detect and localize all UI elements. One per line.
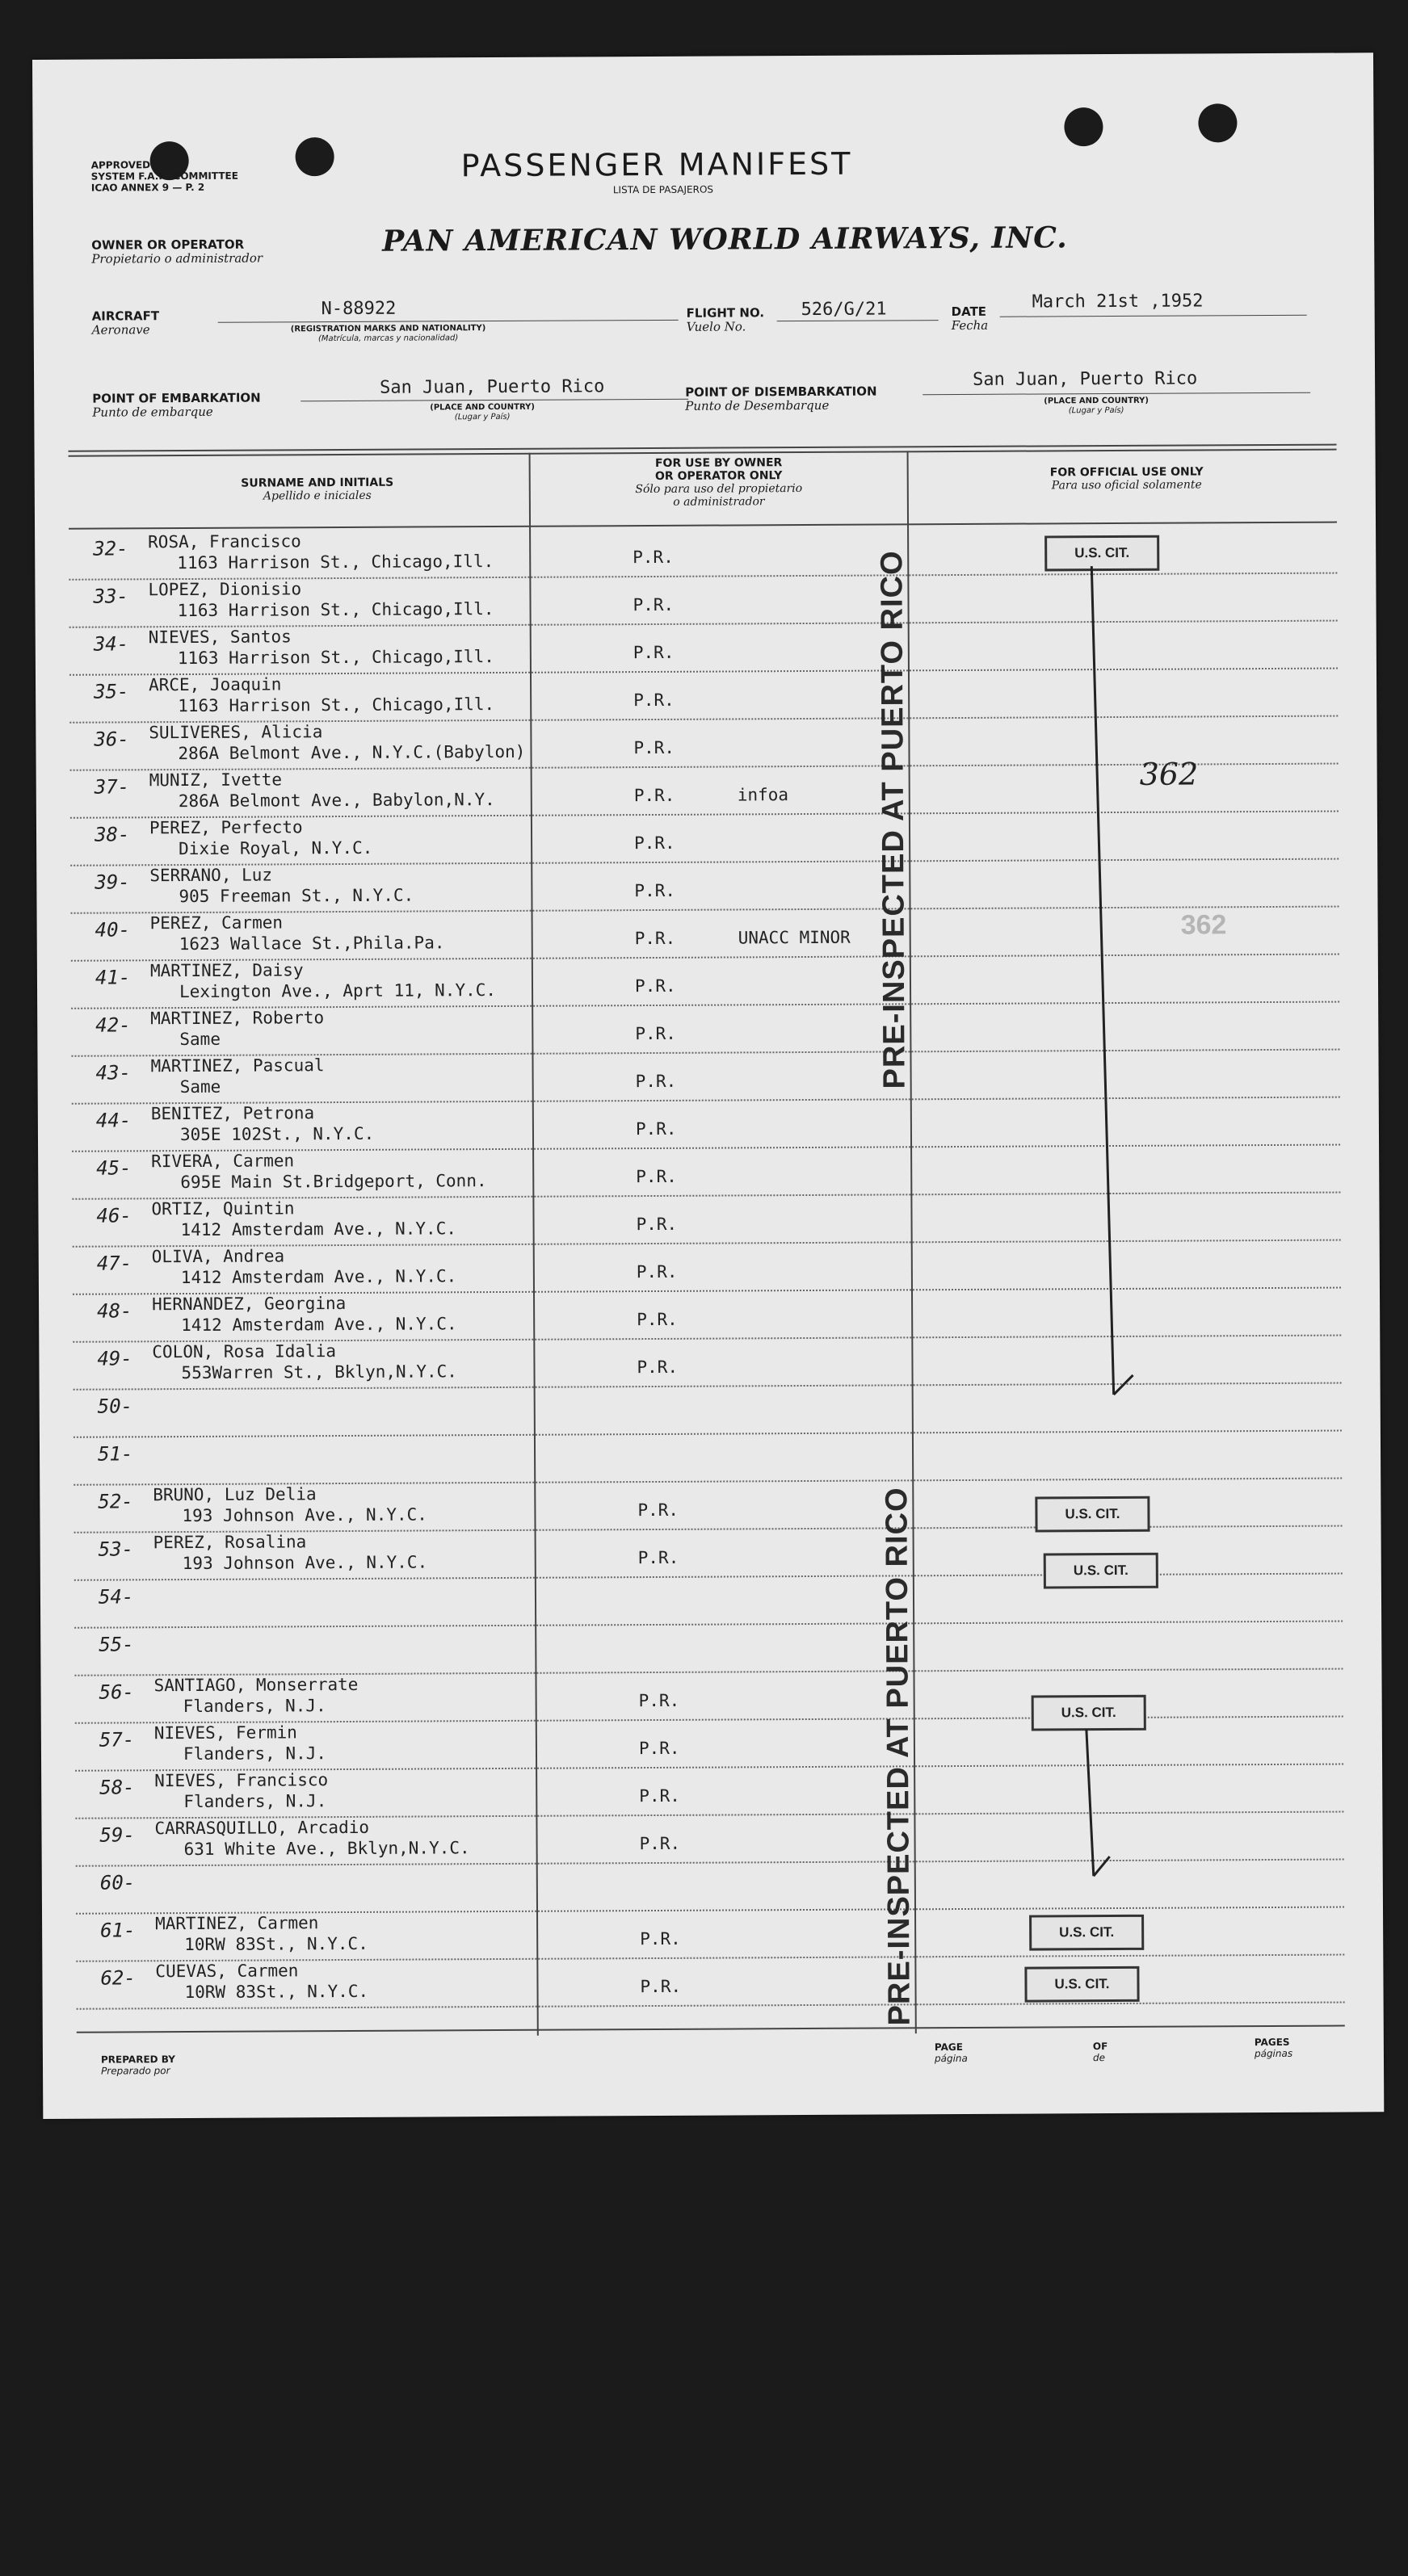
row-number: 60- [99, 1871, 136, 1894]
passenger-address: 10RW 83St., N.Y.C. [184, 1981, 369, 2003]
passenger-address: 286A Belmont Ave., Babylon,N.Y. [178, 790, 495, 812]
row-number: 50- [97, 1395, 133, 1418]
passenger-address: 1412 Amsterdam Ave., N.Y.C. [181, 1314, 457, 1336]
passenger-address: Same [179, 1029, 221, 1050]
preinspected-stamp: PRE-INSPECTED AT PUERTO RICO [875, 550, 912, 1089]
operator-mark: P.R. [633, 737, 675, 758]
passenger-name: PEREZ, Rosalina [153, 1532, 307, 1553]
page-label: PAGE página [934, 2041, 968, 2065]
operator-mark: P.R. [635, 1071, 677, 1092]
us-cit-stamp: U.S. CIT. [1035, 1496, 1150, 1533]
operator-mark: P.R. [637, 1357, 679, 1378]
row-number: 35- [94, 680, 129, 703]
row-number: 46- [96, 1204, 132, 1227]
row-number: 62- [100, 1966, 136, 1990]
row-number: 43- [95, 1061, 132, 1085]
operator-mark: P.R. [634, 833, 675, 854]
passenger-name: PEREZ, Perfecto [149, 817, 303, 838]
operator-mark: P.R. [636, 1214, 678, 1235]
manifest-sheet [32, 52, 1384, 2119]
flight-label: FLIGHT NO. Vuelo No. [686, 305, 765, 334]
row-number: 58- [99, 1776, 135, 1799]
passenger-name: MARTINEZ, Pascual [150, 1055, 325, 1076]
operator-note: infoa [737, 785, 789, 805]
passenger-name: NIEVES, Santos [148, 627, 292, 648]
page-title: PASSENGER MANIFEST [460, 145, 853, 184]
row-number: 41- [95, 966, 131, 989]
row-number: 49- [97, 1347, 132, 1370]
passenger-name: BENITEZ, Petrona [150, 1103, 315, 1124]
us-cit-stamp: U.S. CIT. [1032, 1695, 1146, 1731]
row-number: 59- [99, 1823, 135, 1847]
row-number: 37- [94, 775, 130, 799]
passenger-address: 1623 Wallace St.,Phila.Pa. [179, 933, 445, 954]
operator-mark: P.R. [634, 975, 676, 996]
passenger-name: NIEVES, Fermin [153, 1722, 297, 1743]
row-number: 39- [95, 871, 130, 894]
row-number: 51- [97, 1442, 133, 1466]
operator-mark: P.R. [635, 1118, 677, 1139]
passenger-address: 1163 Harrison St., Chicago,Ill. [177, 647, 494, 669]
operator-note: UNACC MINOR [738, 927, 851, 948]
passenger-address: Flanders, N.J. [183, 1743, 327, 1764]
row-number: 47- [96, 1252, 132, 1275]
column-head-surname: SURNAME AND INITIALS Apellido e iniciales [241, 476, 394, 503]
operator-mark: P.R. [633, 785, 675, 806]
passenger-address: Flanders, N.J. [183, 1791, 327, 1812]
us-cit-stamp: U.S. CIT. [1044, 535, 1159, 572]
prepared-by: PREPARED BY Preparado por [100, 2054, 175, 2077]
passenger-name: OLIVA, Andrea [151, 1246, 285, 1267]
disembark-caption: (PLACE AND COUNTRY) (Lugar y País) [1044, 396, 1149, 416]
passenger-name: MARTINEZ, Daisy [149, 960, 304, 981]
row-number: 45- [96, 1156, 132, 1180]
passenger-name: CUEVAS, Carmen [155, 1961, 299, 1982]
passenger-name: SULIVERES, Alicia [149, 722, 323, 743]
disembark-value: San Juan, Puerto Rico [973, 368, 1198, 390]
passenger-address: 10RW 83St., N.Y.C. [184, 1933, 368, 1955]
column-head-official: FOR OFFICIAL USE ONLY Para uso oficial solamente [1049, 465, 1204, 493]
pages-label: PAGES páginas [1254, 2036, 1293, 2060]
passenger-address: 1163 Harrison St., Chicago,Ill. [177, 552, 494, 573]
operator-mark: P.R. [636, 1261, 678, 1282]
passenger-address: 1412 Amsterdam Ave., N.Y.C. [180, 1219, 457, 1240]
passenger-name: HERNANDEZ, Georgina [152, 1293, 347, 1315]
company-name: PAN AMERICAN WORLD AIRWAYS, INC. [382, 220, 1068, 258]
row-number: 55- [99, 1633, 134, 1656]
passenger-address: 1163 Harrison St., Chicago,Ill. [178, 694, 495, 716]
aircraft-caption: (REGISTRATION MARKS AND NATIONALITY) (Matrícula, marcas y nacionalidad) [290, 324, 486, 344]
us-cit-stamp: U.S. CIT. [1024, 1966, 1139, 2003]
row-number: 53- [98, 1538, 134, 1561]
row-number: 52- [98, 1490, 133, 1513]
operator-mark: P.R. [634, 880, 676, 901]
row-number: 57- [99, 1728, 135, 1752]
passenger-address: 305E 102St., N.Y.C. [179, 1123, 375, 1145]
passenger-name: MARTINEZ, Roberto [150, 1008, 325, 1029]
row-number: 56- [99, 1680, 135, 1704]
approval-line: ICAO ANNEX 9 — P. 2 [90, 181, 205, 194]
passenger-name: PEREZ, Carmen [149, 913, 284, 933]
handwritten-count: 362 [1139, 756, 1199, 792]
bracket-arrow [32, 52, 1384, 2119]
operator-mark: P.R. [638, 1690, 680, 1711]
row-number: 40- [95, 918, 131, 942]
passenger-name: ARCE, Joaquin [148, 674, 282, 695]
of-label: OF de [1092, 2041, 1108, 2064]
passenger-address: 905 Freeman St., N.Y.C. [179, 885, 414, 907]
passenger-address: Same [179, 1076, 221, 1097]
operator-mark: P.R. [637, 1547, 679, 1568]
embark-value: San Juan, Puerto Rico [380, 376, 605, 398]
passenger-name: MARTINEZ, Carmen [155, 1913, 319, 1934]
passenger-name: SANTIAGO, Monserrate [153, 1674, 359, 1696]
passenger-address: 193 Johnson Ave., N.Y.C. [182, 1552, 428, 1574]
passenger-address: 631 White Ave., Bklyn,N.Y.C. [183, 1838, 470, 1860]
operator-mark: P.R. [633, 642, 675, 663]
aircraft-value: N-88922 [321, 298, 397, 320]
operator-mark: P.R. [633, 547, 674, 568]
operator-mark: P.R. [638, 1738, 680, 1759]
passenger-name: MUNIZ, Ivette [149, 770, 283, 791]
column-head-owner: FOR USE BY OWNER OR OPERATOR ONLY Sólo para uso del propietario o administrador [635, 456, 803, 509]
passenger-name: ORTIZ, Quintin [151, 1198, 295, 1219]
us-cit-stamp: U.S. CIT. [1029, 1915, 1144, 1951]
passenger-address: 1412 Amsterdam Ave., N.Y.C. [180, 1266, 457, 1288]
flight-value: 526/G/21 [801, 299, 887, 321]
passenger-address: 286A Belmont Ave., N.Y.C.(Babylon) [178, 741, 526, 764]
owner-label: OWNER OR OPERATOR Propietario o administrador [91, 237, 263, 266]
row-number: 44- [95, 1109, 132, 1132]
operator-mark: P.R. [637, 1309, 678, 1330]
row-number: 34- [93, 632, 129, 656]
passenger-name: COLON, Rosa Idalia [152, 1341, 337, 1362]
operator-mark: P.R. [635, 1023, 676, 1044]
passenger-name: SERRANO, Luz [149, 865, 273, 886]
preinspected-stamp: PRE-INSPECTED AT PUERTO RICO [880, 1487, 917, 2026]
passenger-address: 695E Main St.Bridgeport, Conn. [180, 1171, 487, 1193]
operator-mark: P.R. [634, 928, 676, 949]
operator-mark: P.R. [639, 1833, 681, 1854]
date-label: DATE Fecha [951, 304, 989, 334]
disembark-label: POINT OF DISEMBARKATION Punto de Desembarque [685, 384, 877, 413]
passenger-name: LOPEZ, Dionisio [148, 579, 302, 600]
operator-mark: P.R. [637, 1500, 679, 1521]
passenger-name: RIVERA, Carmen [151, 1151, 295, 1172]
passenger-address: 193 Johnson Ave., N.Y.C. [182, 1504, 427, 1526]
row-number: 61- [100, 1919, 136, 1942]
operator-mark: P.R. [633, 594, 675, 615]
passenger-address: Dixie Royal, N.Y.C. [179, 837, 373, 859]
operator-mark: P.R. [636, 1166, 677, 1187]
row-number: 54- [98, 1585, 134, 1609]
operator-mark: P.R. [633, 690, 675, 711]
row-number: 38- [94, 823, 130, 846]
passenger-address: 1163 Harrison St., Chicago,Ill. [177, 599, 494, 621]
row-number: 33- [93, 585, 128, 608]
passenger-address: 553Warren St., Bklyn,N.Y.C. [181, 1361, 457, 1383]
faded-count-stamp: 362 [1180, 909, 1227, 941]
page-subtitle: LISTA DE PASAJEROS [612, 183, 714, 196]
approval-line: SYSTEM F.A.R. COMMITTEE [90, 170, 238, 183]
aircraft-label: AIRCRAFT Aeronave [91, 308, 160, 338]
us-cit-stamp: U.S. CIT. [1044, 1553, 1158, 1589]
passenger-name: CARRASQUILLO, Arcadio [154, 1817, 370, 1839]
passenger-address: Flanders, N.J. [183, 1696, 326, 1717]
passenger-address: Lexington Ave., Aprt 11, N.Y.C. [179, 980, 497, 1002]
operator-mark: P.R. [640, 1976, 682, 1997]
row-number: 36- [94, 728, 129, 751]
passenger-name: ROSA, Francisco [148, 531, 301, 552]
row-number: 32- [93, 537, 128, 560]
passenger-name: BRUNO, Luz Delia [153, 1484, 317, 1505]
date-value: March 21st ,1952 [1032, 291, 1204, 313]
operator-mark: P.R. [639, 1785, 680, 1806]
approval-line: APPROVED [90, 159, 151, 171]
embark-label: POINT OF EMBARKATION Punto de embarque [92, 390, 261, 420]
operator-mark: P.R. [640, 1928, 681, 1949]
passenger-name: NIEVES, Francisco [154, 1770, 329, 1791]
row-number: 42- [95, 1013, 131, 1037]
row-number: 48- [97, 1299, 132, 1323]
embark-caption: (PLACE AND COUNTRY) (Lugar y País) [430, 402, 535, 422]
